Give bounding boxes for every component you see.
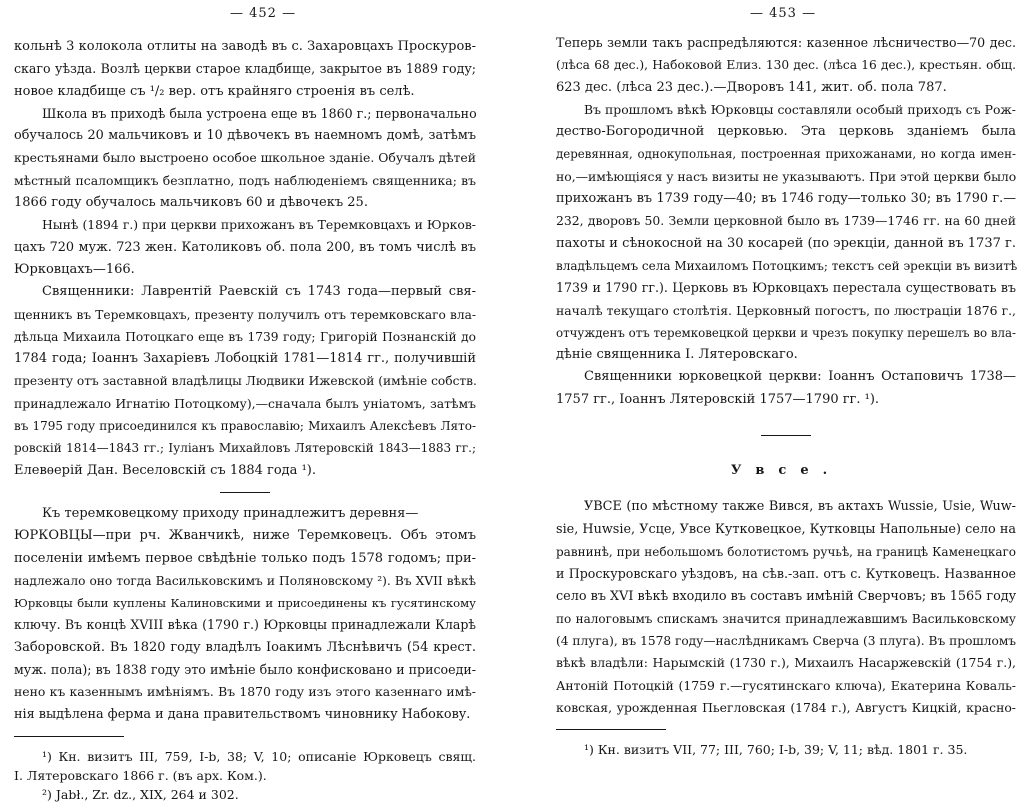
- section-divider: [220, 492, 270, 493]
- text-line: цахъ 720 муж. 723 жен. Католиковъ об. пола 200, въ томъ числѣ въ: [14, 239, 476, 255]
- text-line: но,—имѣющіяся у насъ визиты не указываютъ. При этой церкви было: [556, 168, 1017, 184]
- text-line: Антоній Потоцкій (1759 г.—гусятинскаго ключа), Екатерина Коваль-: [556, 677, 1016, 693]
- text-line: дество-Богородичной церковью. Эта церковь зданіемъ была: [556, 124, 1016, 140]
- text-line: ЮРКОВЦЫ—при рч. Жванчикѣ, ниже Теремковецъ. Объ этомъ: [14, 528, 476, 544]
- text-line: 1866 году обучалось мальчиковъ 60 и дѣвочекъ 25.: [14, 195, 368, 211]
- section-divider: [761, 435, 811, 436]
- text-line: ключу. Въ концѣ XVIII вѣка (1790 г.) Юрковцы принадлежали Кларѣ: [14, 617, 476, 633]
- footnote-divider: [14, 736, 124, 737]
- text-line: по налоговымъ спискамъ значится принадлежавшимъ Васильковскому: [556, 611, 1016, 626]
- text-line: въ 1795 году присоединился къ православію; Михаилъ Алексѣевъ Лято-: [14, 419, 476, 434]
- text-line: Теперь земли такъ распредѣляются: казенное лѣсничество—70 дес.: [556, 35, 1016, 50]
- text-line: деревянная, однокупольная, построенная прихожанами, но когда имен-: [556, 147, 1016, 162]
- text-line: село въ XVI вѣкѣ входило въ составъ имѣній Сверчовъ; въ 1565 году: [556, 588, 1017, 604]
- text-line: кольнѣ 3 колокола отлиты на заводѣ въ с. Захаровцахъ Проскуров-: [14, 39, 476, 54]
- text-line: обучалось 20 мальчиковъ и 10 дѣвочекъ въ наемномъ домѣ, затѣмъ: [14, 128, 476, 144]
- text-line: прихожанъ въ 1739 году—40; въ 1746 году—только 30; въ 1790 г.—: [556, 191, 1016, 207]
- text-line: равнинѣ, при небольшомъ болотистомъ ручьѣ, на границѣ Каменецкаго: [556, 544, 1016, 559]
- text-line: дѣльца Михаила Потоцкаго еще въ 1739 году; Григорій Познанскій до: [14, 329, 476, 344]
- footnotes: [14, 747, 476, 804]
- page-number: — 452 —: [230, 6, 297, 21]
- section-heading: Увсе.: [730, 463, 842, 479]
- text-line: крестьянами было выстроено особое школьное зданіе. Обучалъ дѣтей: [14, 150, 476, 166]
- text-line: ковская, урожденная Пьегловская (1784 г.), Августъ Кицкій, красно-: [556, 700, 1016, 716]
- text-line: мѣстный псаломщикъ безплатно, подъ наблюденіемъ священника; въ: [14, 172, 476, 188]
- text-line: 232, дворовъ 50. Земли церковной было въ 1739—1746 гг. на 60 дней: [556, 213, 1016, 229]
- footnote-line: ¹) Кн. визитъ III, 759, I-b, 38; V, 10; описаніе Юрковецъ свящ.: [42, 748, 476, 764]
- text-line: пахоты и сѣнокосной на 30 косарей (по эрекціи, данной въ 1737 г.: [556, 235, 1016, 251]
- text-line: муж. пола); въ 1838 году это имѣніе было конфисковано и присоеди-: [14, 662, 476, 678]
- text-line: (4 плуга), въ 1578 году—наслѣдникамъ Сверча (3 плуга). Въ прошломъ: [556, 634, 1017, 649]
- text-line: Къ теремковецкому приходу принадлежитъ деревня—: [42, 505, 419, 521]
- text-line: вѣкѣ владѣли: Нарымскій (1730 г.), Михаилъ Насаржевскій (1754 г.),: [556, 655, 1016, 671]
- text-line: владѣльцемъ села Михаиломъ Потоцкимъ; текстъ сей эрекціи въ визитѣ: [556, 258, 1018, 273]
- footnote-line: ¹) Кн. визитъ VII, 77; III, 760; I-b, 39; V, 11; вѣд. 1801 г. 35.: [584, 742, 968, 758]
- text-line: нено къ казеннымъ имѣніямъ. Въ 1870 году изъ этого казеннаго имѣ-: [14, 684, 476, 700]
- text-line: ровскій 1814—1843 гг.; Іуліанъ Михайловъ Лятеровскій 1843—1883 гг.;: [14, 441, 476, 456]
- text-line: 1784 года; Іоаннъ Захаріевъ Лобоцкій 1781—1814 гг., получившій: [14, 351, 476, 367]
- text-line: Священники юрковецкой церкви: Іоаннъ Остаповичъ 1738—: [584, 369, 1016, 385]
- text-line: sie, Huwsie, Усце, Увсе Кутковецкое, Кутковцы Напольные) село на: [556, 521, 1016, 537]
- footnote-line: ²) Jabł., Zr. dz., XIX, 264 и 302.: [42, 786, 239, 802]
- text-line: 1757 гг., Іоаннъ Лятеровскій 1757—1790 гг. ¹).: [556, 391, 880, 407]
- text-line: Елевѳерій Дан. Веселовскій съ 1884 года ¹).: [14, 462, 316, 478]
- text-line: началѣ текущаго столѣтія. Церковный погостъ, по люстраціи 1876 г.,: [556, 302, 1016, 318]
- text-line: Священники: Лаврентій Раевскій съ 1743 года—первый свя-: [42, 284, 476, 300]
- text-line: нія выдѣлена ферма и дана правительствомъ чиновнику Набокову.: [14, 706, 471, 722]
- text-line: новое кладбище съ ¹/₂ вер. отъ крайняго строенія въ селѣ.: [14, 83, 415, 99]
- text-line: УВСЕ (по мѣстному также Вився, въ актахъ Wussie, Usie, Wuw-: [584, 499, 1016, 515]
- text-line: 1739 и 1790 гг.). Церковь въ Юрковцахъ перестала существовать въ: [556, 280, 1016, 296]
- spacer: [556, 446, 1016, 460]
- footnotes: [556, 740, 1016, 759]
- text-line: (лѣса 68 дес.), Набоковой Елиз. 130 дес. (лѣса 16 дес.), крестьян. общ.: [556, 58, 1016, 73]
- text-line: щенникъ въ Теремковцахъ, презенту получилъ отъ теремковскаго вла-: [14, 307, 476, 322]
- text-line: Нынѣ (1894 г.) при церкви прихожанъ въ Теремковцахъ и Юрков-: [42, 217, 476, 233]
- text-line: презенту отъ заставной владѣлицы Людвики Ижевской (имѣніе собств.: [14, 374, 477, 389]
- text-line: дѣніе священника I. Лятеровскаго.: [556, 347, 798, 363]
- text-line: надлежало оно тогда Васильковскимъ и Поляновскому ²). Въ XVII вѣкѣ: [14, 573, 476, 588]
- text-line: принадлежало Игнатію Потоцкому),—сначала былъ уніатомъ, затѣмъ: [14, 395, 476, 411]
- text-line: Школа въ приходѣ была устроена еще въ 1860 г.; первоначально: [42, 105, 477, 121]
- spacer: [556, 482, 1016, 496]
- text-line: и Проскуровскаго уѣздовъ, на сѣв.-зап. отъ с. Кутковецъ. Названное: [556, 566, 1016, 582]
- text-line: Въ прошломъ вѣкѣ Юрковцы составляли особый приходъ съ Рож-: [584, 101, 1016, 117]
- text-line: Юрковцахъ—166.: [14, 261, 135, 277]
- text-line: отчужденъ отъ теремковецкой церкви и чрезъ покупку перешелъ во вла-: [556, 325, 1016, 340]
- page-body: [14, 36, 476, 804]
- spacer: [556, 411, 1016, 425]
- text-line: Заборовской. Въ 1820 году владѣлъ Іоакимъ Лѣснѣвичъ (54 крест.: [14, 639, 476, 655]
- footnote-divider: [556, 729, 666, 730]
- footnote-line: I. Лятеровскаго 1866 г. (въ арх. Ком.).: [14, 767, 267, 783]
- text-line: скаго уѣзда. Возлѣ церкви старое кладбище, закрытое въ 1889 году;: [14, 61, 476, 77]
- page-number: — 453 —: [750, 6, 817, 21]
- page-body: [556, 32, 1016, 759]
- text-line: 623 дес. (лѣса 23 дес.).—Дворовъ 141, жит. об. пола 787.: [556, 79, 947, 95]
- text-line: поселеніи имѣемъ первое свѣдѣніе только подъ 1578 годомъ; при-: [14, 550, 476, 566]
- text-line: Юрковцы были куплены Калиновскими и присоединены къ гусятинскому: [14, 596, 476, 611]
